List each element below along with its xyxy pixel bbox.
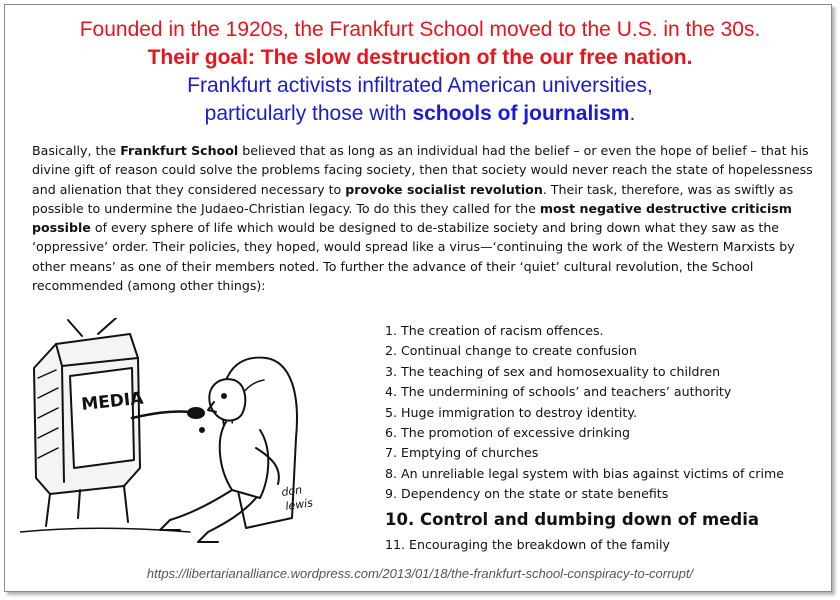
list-item: 5. Huge immigration to destroy identity. — [385, 404, 637, 420]
list-item: 7. Emptying of churches — [385, 445, 539, 461]
body-text-3: . Their task, therefore, was as swiftly as possible to undermine the Judaeo-Christian legacy. To do this they called for the — [32, 181, 794, 216]
headline-line-4 — [0, 101, 840, 127]
media-cartoon — [20, 318, 370, 568]
list-item-highlight: 10. Control and dumbing down of media — [385, 509, 760, 529]
headline-line-1: Founded in the 1920s, the Frankfurt School moved to the U.S. in the 30s. — [79, 18, 761, 41]
recommendations-list — [385, 321, 835, 555]
headline-line-4-post: . — [629, 102, 636, 125]
headline-line-3: Frankfurt activists infiltrated American universities, — [187, 74, 653, 97]
body-paragraph — [32, 141, 817, 295]
list-item: 3. The teaching of sex and homosexuality to children — [385, 363, 721, 379]
list-item: 1. The creation of racism offences. — [385, 323, 604, 338]
body-text-2: believed that as long as an individual had the belief – or even the hope of belief – that his divine gift of reason could solve the problems facing society, then that society would never reach the state of hopelessness and alienation that they considered necessary to — [32, 143, 813, 197]
tv-media-label: MEDIA — [80, 388, 145, 415]
list-item: 11. Encouraging the breakdown of the family — [385, 536, 670, 552]
list-item: 8. An unreliable legal system with bias against victims of crime — [385, 465, 784, 481]
headline-line-2: Their goal: The slow destruction of the our free nation. — [147, 46, 693, 69]
list-item: 4. The undermining of schools’ and teachers’ authority — [385, 384, 732, 400]
body-bold-criticism: most negative destructive criticism possible — [32, 200, 792, 236]
artist-signature-line-1: don — [280, 483, 303, 499]
body-text-4: of every sphere of life which would be designed to de-stabilize society and bring down what they saw as the ‘oppressive’ order. Their policies, they hoped, would spread like a virus—‘continuing the work of the Western Marxists by other means’ as one of their members noted. To further the advance of their ‘quiet’ cultural revolution, the School recommended (among other things): — [32, 220, 795, 294]
source-url: https://libertarianalliance.wordpress.com/2013/01/18/the-frankfurt-school-conspiracy-to-corrupt/ — [146, 566, 694, 581]
artist-signature-line-2: lewis — [284, 496, 314, 513]
list-item: 2. Continual change to create confusion — [385, 343, 637, 359]
headline-line-4-pre: particularly those with — [204, 102, 413, 125]
list-item: 9. Dependency on the state or state benefits — [385, 486, 669, 502]
body-bold-frankfurt: Frankfurt School — [120, 143, 239, 158]
body-text-1: Basically, the — [32, 143, 121, 158]
headline-journalism-bold: schools of journalism — [412, 102, 630, 125]
body-bold-revolution: provoke socialist revolution — [345, 181, 543, 197]
list-item: 6. The promotion of excessive drinking — [385, 424, 630, 440]
